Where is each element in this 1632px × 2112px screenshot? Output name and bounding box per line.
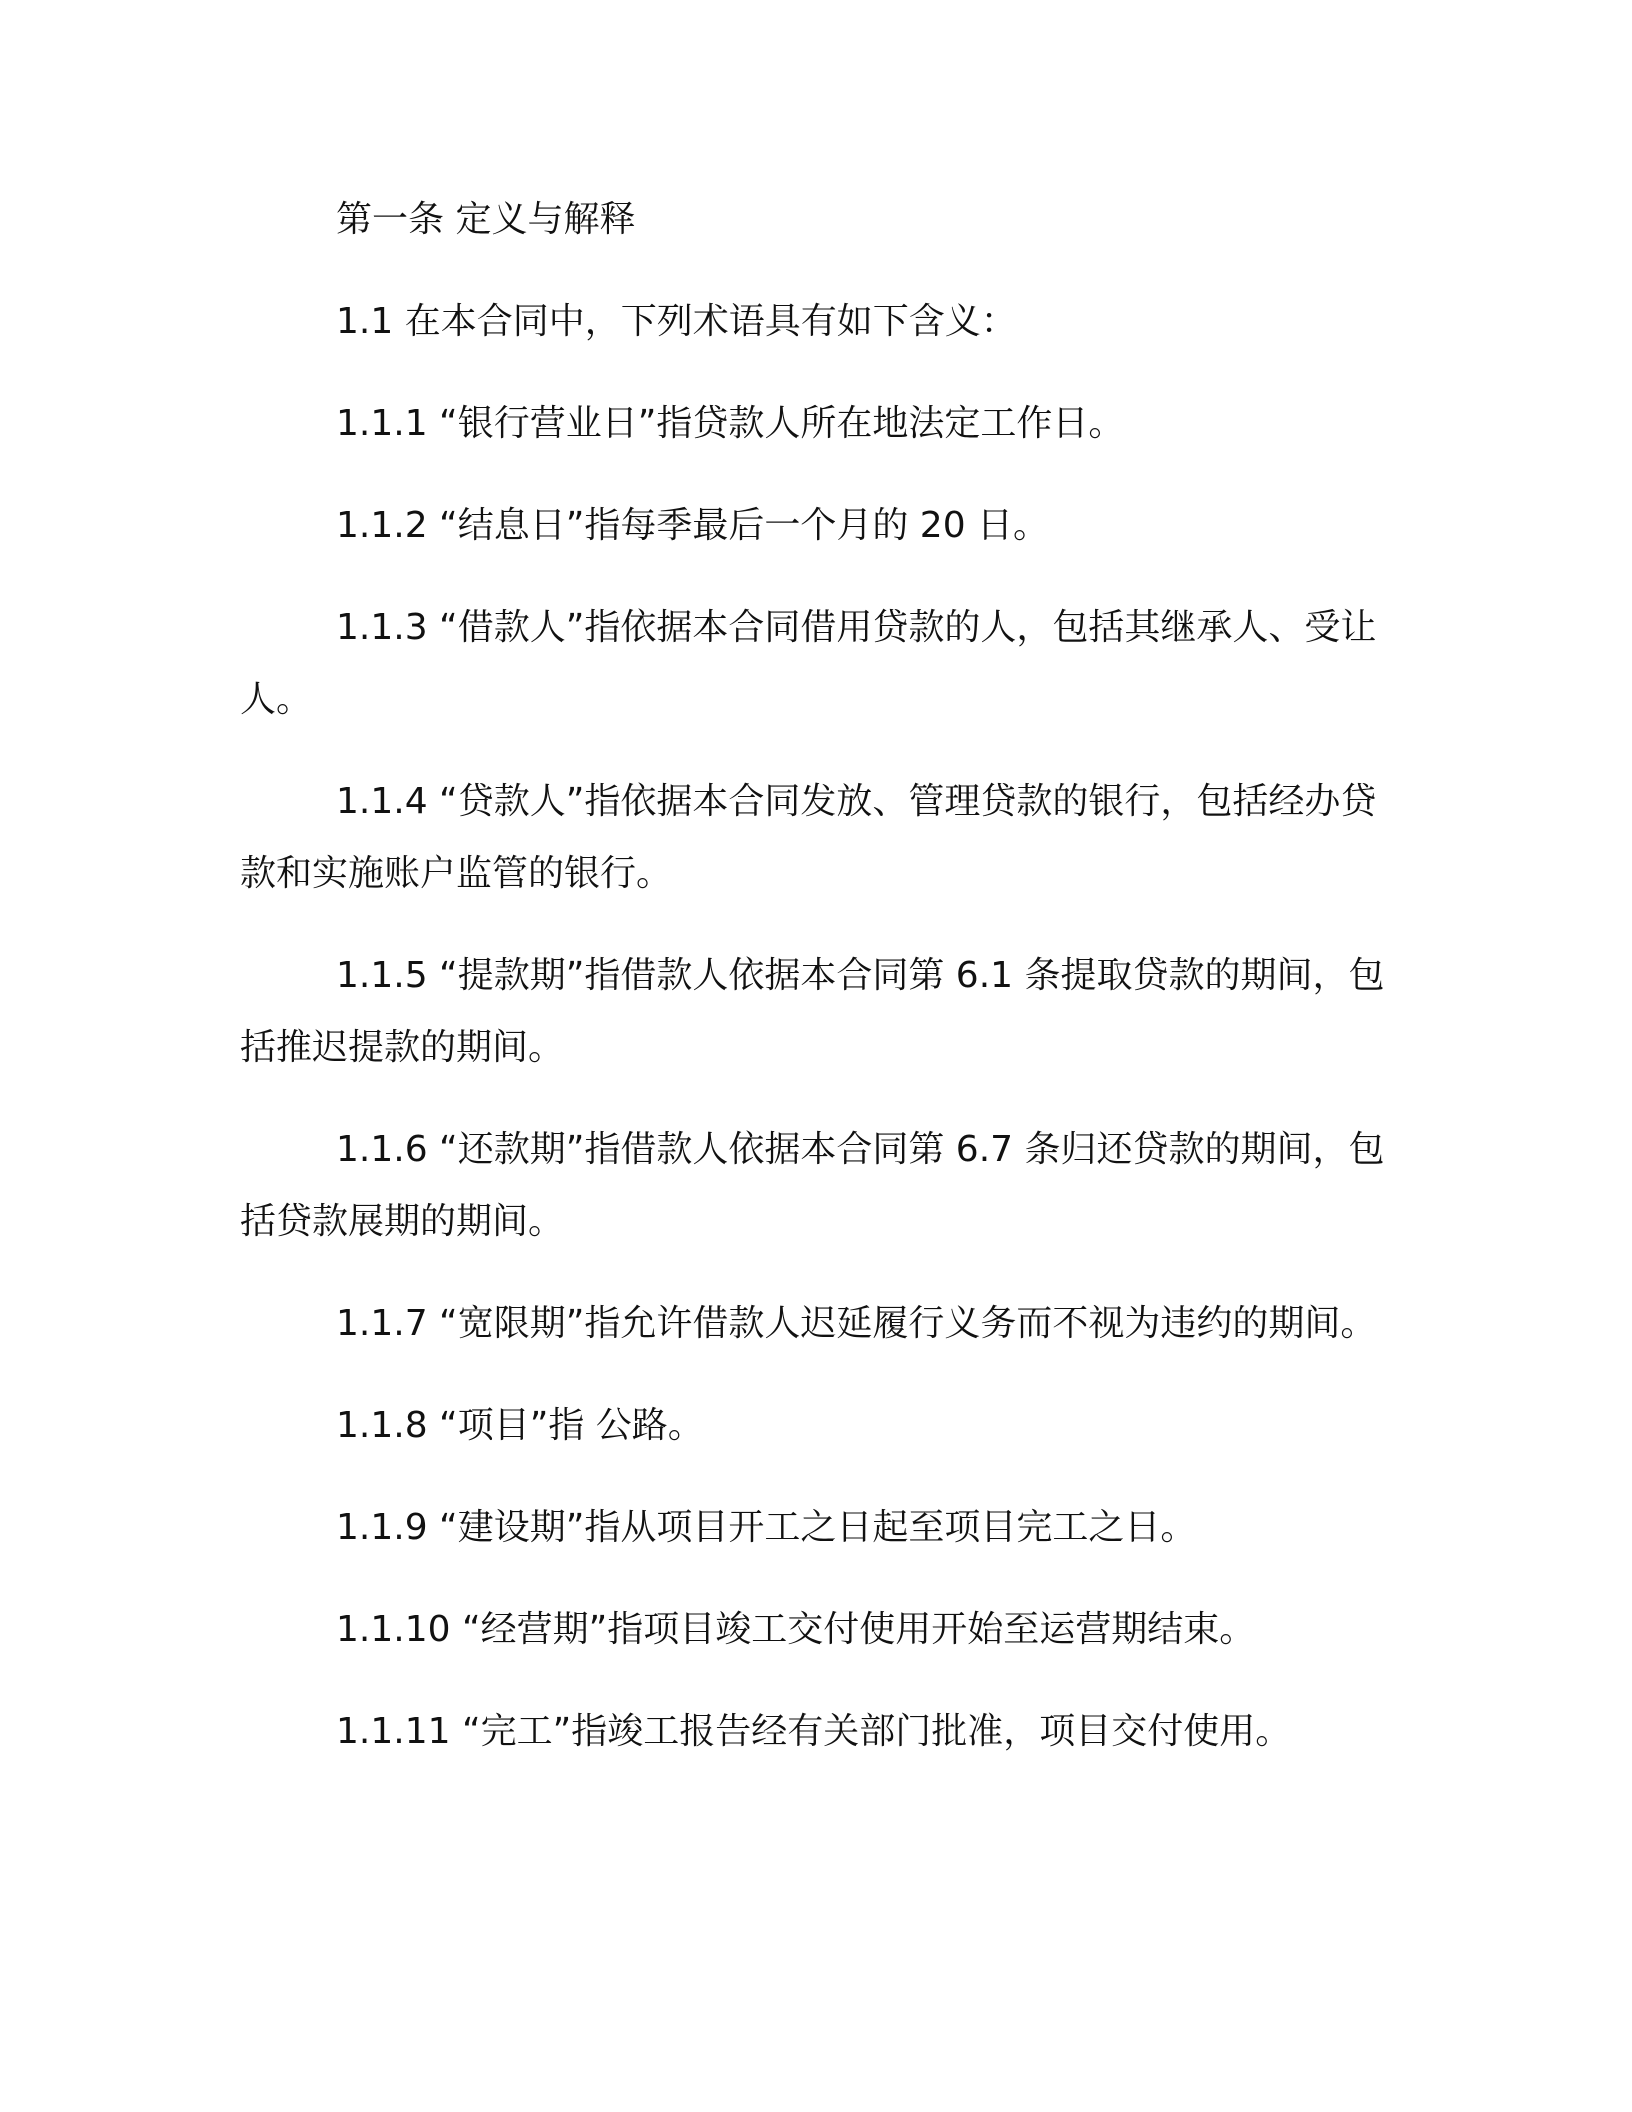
paragraph-1-1-11: 1.1.11 “完工”指竣工报告经有关部门批准，项目交付使用。 xyxy=(336,1711,1292,1752)
paragraph-1-1-9: 1.1.9 “建设期”指从项目开工之日起至项目完工之日。 xyxy=(336,1507,1197,1548)
paragraph-1-1-5: 1.1.5 “提款期”指借款人依据本合同第 6.1 条提取贷款的期间，包括推迟提款的期间。 xyxy=(240,955,1385,1068)
paragraph-1-1-4: 1.1.4 “贷款人”指依据本合同发放、管理贷款的银行，包括经办贷款和实施账户监管的银行。 xyxy=(240,781,1377,894)
paragraph-1-1-10: 1.1.10 “经营期”指项目竣工交付使用开始至运营期结束。 xyxy=(336,1609,1256,1650)
paragraph-1-1-2: 1.1.2 “结息日”指每季最后一个月的 20 日。 xyxy=(336,505,1050,546)
paragraph-1-1-8: 1.1.8 “项目”指 公路。 xyxy=(336,1405,704,1446)
article-title: 第一条 定义与解释 xyxy=(336,199,636,240)
paragraph-1-1-7: 1.1.7 “宽限期”指允许借款人迟延履行义务而不视为违约的期间。 xyxy=(336,1303,1377,1344)
paragraph-1-1-6: 1.1.6 “还款期”指借款人依据本合同第 6.7 条归还贷款的期间，包括贷款展期的期间。 xyxy=(240,1129,1385,1242)
paragraph-1-1-3: 1.1.3 “借款人”指依据本合同借用贷款的人，包括其继承人、受让人。 xyxy=(240,607,1377,720)
document-body xyxy=(240,184,1390,1768)
paragraph-1-1-1: 1.1.1 “银行营业日”指贷款人所在地法定工作日。 xyxy=(336,403,1125,444)
paragraph-1-1: 1.1 在本合同中，下列术语具有如下含义： xyxy=(336,301,1017,342)
